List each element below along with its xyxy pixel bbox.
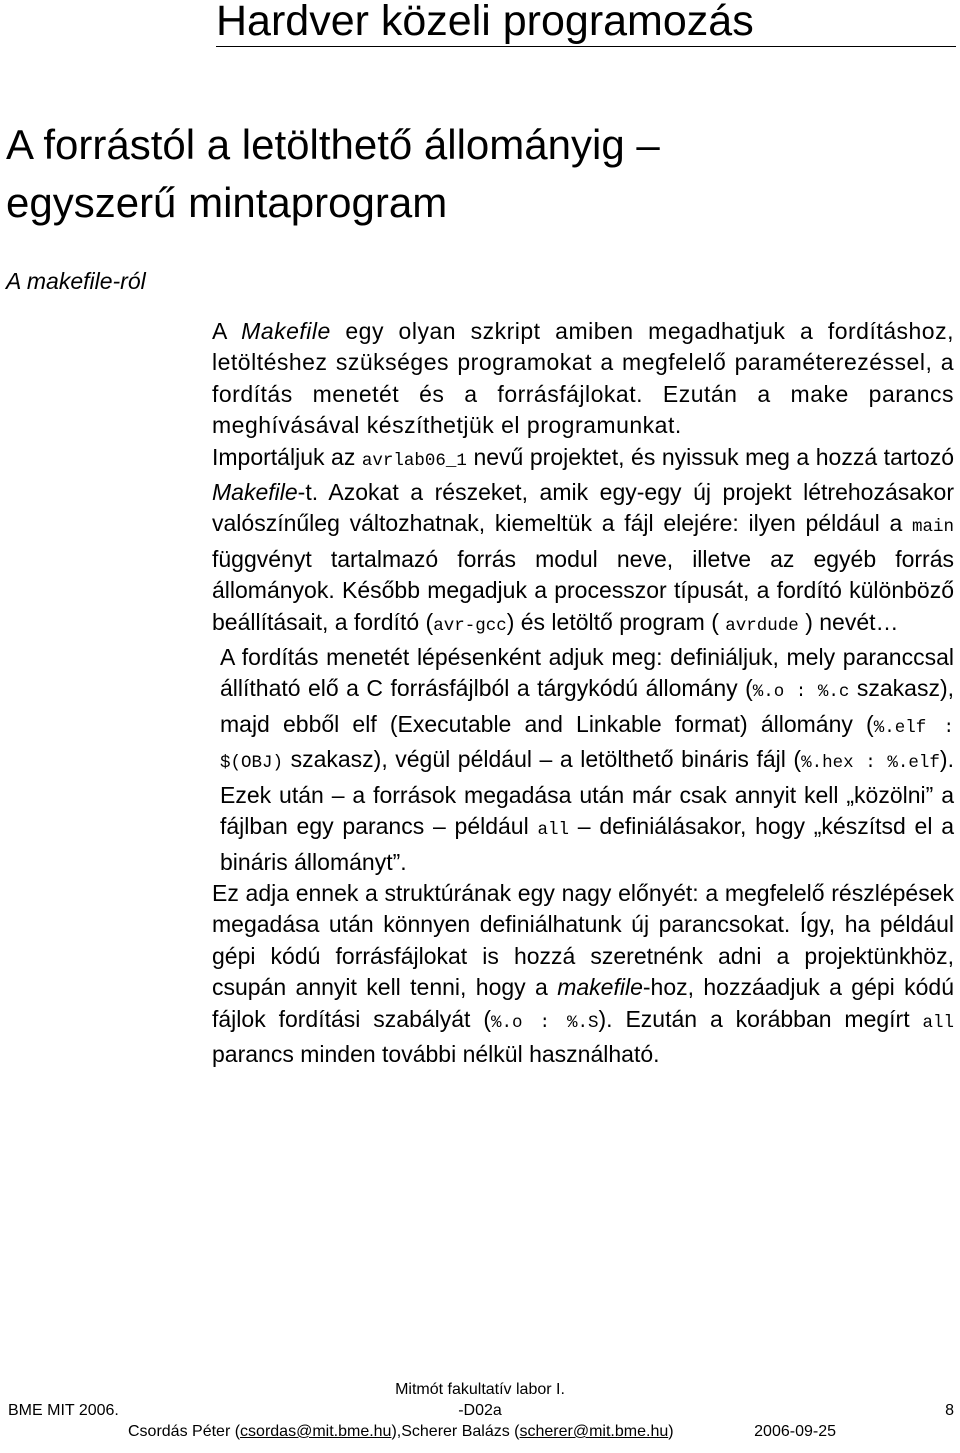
body-text [212, 316, 954, 1070]
text-run: Ez adja ennek a struktúrának egy nagy előnyét: a megfelelő részlépések megadása után könnyen definiálhatunk új parancsokat. Így, ha például gépi kódú forrásfájlokat is hozzá szeretnénk adni a projektünkhöz, csupán annyit kell tenni, hogy a [212, 879, 954, 1001]
code-rule-object: %.o : %.c [752, 682, 850, 703]
footer-page-number: 8 [945, 1402, 954, 1419]
text-run: ) [668, 1423, 674, 1440]
code-compiler: avr-gcc [433, 615, 507, 636]
footer-row-2 [0, 1401, 960, 1422]
code-all: all [922, 1012, 954, 1033]
text-run: ) és letöltő program ( [506, 608, 726, 635]
text-run: A [212, 318, 242, 344]
text-run: egy olyan szkript amiben megadhatjuk a fordításhoz, letöltéshez szükséges programokat a megfelelő paraméterezéssel, a fordítás menetét és a forrásfájlokat. Ezután a make parancs meghívásával készíthetjük el programunkat. [212, 318, 954, 439]
footer-course: Mitmót fakultatív labor I. [395, 1381, 565, 1398]
paragraph-3 [212, 642, 954, 878]
code-rule-hex: %.hex : %.elf [801, 753, 940, 774]
footer-doc-id: -D02a [458, 1402, 502, 1419]
text-run: – definiálásakor, hogy „készítsd el a bináris állományt”. [220, 813, 955, 875]
section-title: A makefile-ról [6, 268, 146, 294]
paragraph-2 [212, 442, 954, 642]
footer-authors [128, 1422, 674, 1442]
text-run: szakasz), végül például – a letölthető bináris fájl ( [283, 746, 802, 773]
text-run: ). Ezután a korábban megírt [598, 1005, 923, 1032]
code-all: all [537, 820, 569, 841]
text-run: Importáljuk az [212, 443, 362, 470]
emphasis: makefile [557, 974, 643, 1001]
footer-org: BME MIT 2006. [8, 1402, 119, 1419]
text-run: A fordítás menetét lépésenként adjuk meg: definiáljuk, mely paranccsal állítható elő a C forrásfájlból a tárgykódú állomány ( [220, 644, 954, 702]
text-run: ) nevét… [798, 608, 899, 635]
email-link-scherer[interactable]: scherer@mit.bme.hu [519, 1423, 669, 1440]
footer-row-1 [0, 1380, 960, 1401]
code-downloader: avrdude [725, 615, 799, 636]
text-run: Csordás Péter ( [128, 1423, 241, 1440]
text-run: nevű projektet, és nyissuk meg a hozzá tartozó [466, 443, 954, 470]
text-run: -t. Azokat a részeket, amik egy-egy új projekt létrehozásakor valószínűleg változhatnak, kiemeltük a fájl elejére: ilyen például a [212, 479, 954, 537]
paragraph-4 [212, 878, 954, 1070]
footer-date: 2006-09-25 [754, 1423, 836, 1440]
text-run: függvényt tartalmazó forrás modul neve, illetve az egyéb forrás állományok. Később megadjuk a processzor típusát, a fordító különböző beállításait, a fordító ( [212, 545, 954, 635]
chapter-title [6, 116, 946, 232]
emphasis: Makefile [241, 318, 331, 344]
emphasis: Makefile [212, 479, 298, 506]
header-rule [216, 46, 956, 47]
chapter-title-line-1: A forrástól a letölthető állományig – [6, 121, 660, 168]
email-link-csordas[interactable]: csordas@mit.bme.hu [240, 1423, 392, 1440]
code-rule-asm: %.o : %.S [491, 1012, 599, 1033]
code-project-name: avrlab06_1 [361, 450, 467, 471]
text-run: -hoz, hozzáadjuk a gépi kódú fájlok fordítási szabályát ( [212, 974, 955, 1032]
page-footer [0, 1380, 960, 1443]
code-main: main [911, 517, 954, 538]
chapter-title-line-2: egyszerű mintaprogram [6, 179, 448, 226]
code-rule-elf: %.elf : $(OBJ) [220, 717, 954, 774]
text-run: ). Ezek után – a források megadása után már csak annyit kell „közölni” a fájlban egy parancs – például [220, 746, 954, 840]
footer-row-3 [0, 1422, 960, 1443]
paragraph-1 [212, 316, 954, 442]
text-run: parancs minden további nélkül használható. [212, 1040, 660, 1067]
page-header-title: Hardver közeli programozás [216, 0, 754, 45]
text-run: ),Scherer Balázs ( [391, 1423, 520, 1440]
text-run: szakasz), majd ebből elf (Executable and Linkable format) állomány ( [220, 675, 954, 737]
